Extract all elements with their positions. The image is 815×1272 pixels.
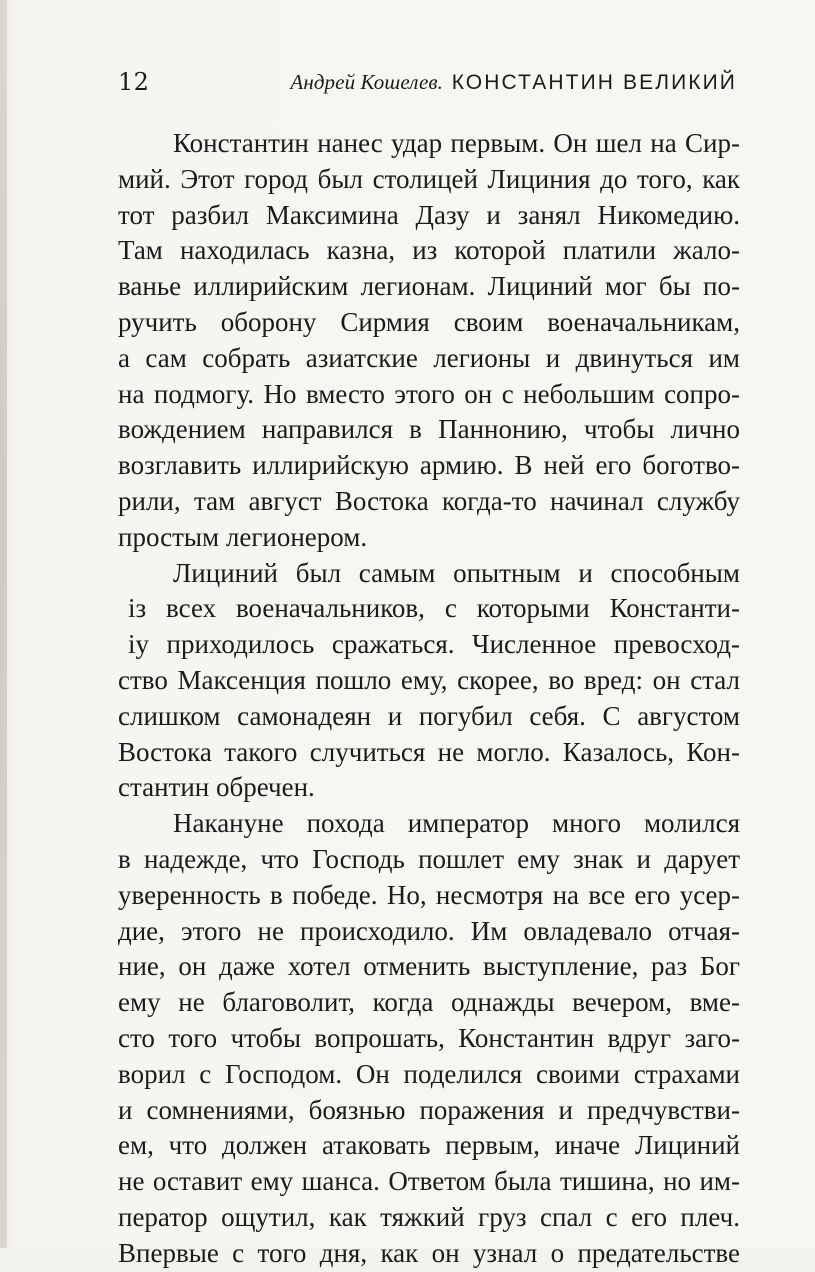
text-line: ство Максенция пошло ему, скорее, во вред: он стал <box>118 664 740 695</box>
text-line: дие, этого не происходило. Им овладевало отчая- <box>118 915 740 946</box>
text-line: сто того чтобы вопрошать, Константин вдруг заго- <box>118 1022 740 1053</box>
text-line: Константин нанес удар первым. Он шел на Сир- <box>173 128 740 158</box>
text-line: не оставит ему шанса. Ответом была тишина, но им- <box>118 1166 740 1197</box>
text-line: а сам собрать азиатские легионы и двинуться им <box>118 342 740 373</box>
text-line: и сомнениями, боязнью поражения и предчувстви- <box>118 1094 740 1125</box>
page-header <box>118 70 737 98</box>
text-line: стантин обречен. <box>118 772 315 803</box>
text-line: ворил с Господом. Он поделился своими страхами <box>118 1058 740 1089</box>
page-edge-shadow <box>0 0 7 1248</box>
text-line: уверенность в победе. Но, несмотря на все его усер- <box>118 879 740 910</box>
text-line: рили, там август Востока когда-то начинал службу <box>118 485 740 516</box>
running-head-author: Андрей Кошелев. <box>290 70 443 94</box>
text-line: ние, он даже хотел отменить выступление, раз Бог <box>118 951 740 982</box>
text-line: Востока такого случиться не могло. Казалось, Кон- <box>118 736 740 767</box>
text-line: слишком самонадеян и погубил себя. С августом <box>118 700 740 731</box>
text-line: вождением направился в Паннонию, чтобы лично <box>118 414 740 445</box>
text-line: на подмогу. Но вместо этого он с небольшим сопро- <box>118 378 740 409</box>
text-line: мий. Этот город был столицей Лициния до того, как <box>118 163 740 194</box>
text-line: Накануне похода император много молился <box>173 808 740 839</box>
text-line: возглавить иллирийскую армию. В ней его боготво- <box>118 450 740 481</box>
text-line: тот разбил Максимина Дазу и занял Никомедию. <box>118 199 740 230</box>
text-line: ператор ощутил, как тяжкий груз спал с его плеч. <box>118 1201 740 1232</box>
text-line: іу приходилось сражаться. Численное превосход- <box>128 629 740 660</box>
text-line: в надежде, что Господь пошлет ему знак и дарует <box>118 843 740 874</box>
text-line: із всех военачальников, с которыми Константи- <box>128 593 740 624</box>
running-head <box>290 70 737 95</box>
text-line: ванье иллирийским легионам. Лициний мог бы по- <box>118 271 740 302</box>
page-number: 12 <box>118 68 150 96</box>
running-head-title: КОНСТАНТИН ВЕЛИКИЙ <box>451 71 737 94</box>
text-line: Лициний был самым опытным и способным <box>173 557 740 588</box>
text-line: простым легионером. <box>118 521 368 552</box>
text-line: ему не благоволит, когда однажды вечером, вме- <box>118 987 740 1018</box>
text-line: ручить оборону Сирмия своим военачальникам, <box>118 306 740 337</box>
text-line: Там находилась казна, из которой платили жало- <box>118 235 740 266</box>
text-line: Впервые с того дня, как он узнал о предательстве <box>118 1237 740 1268</box>
text-line: ем, что должен атаковать первым, иначе Лициний <box>118 1130 740 1161</box>
body-text <box>118 126 740 1272</box>
